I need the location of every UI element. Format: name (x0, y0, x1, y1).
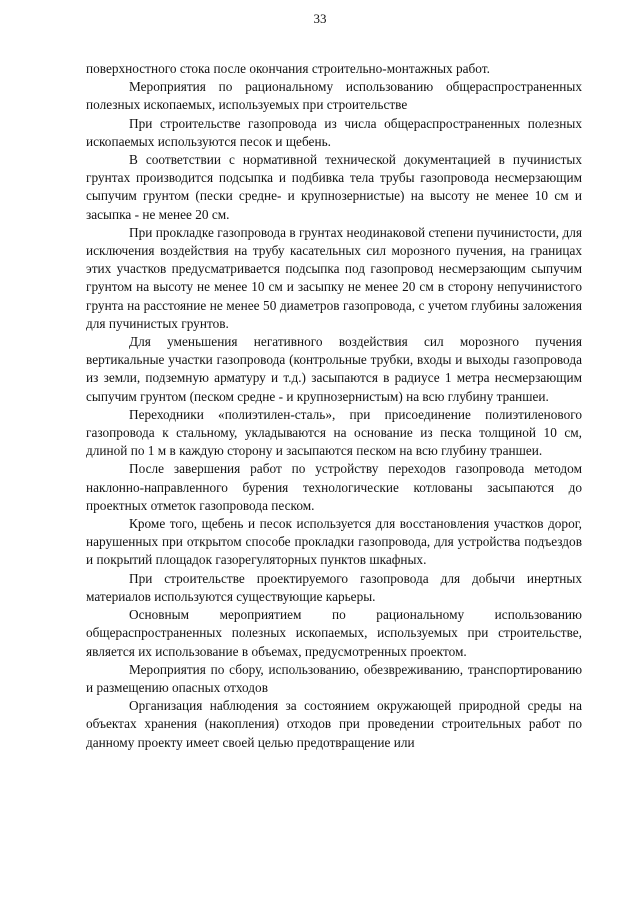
paragraph-10: При строительстве проектируемого газопровода для добычи инертных материалов используются существующие карьеры. (86, 570, 582, 604)
section-heading-waste: Мероприятия по сбору, использованию, обезвреживанию, транспортированию и размещению опасных отходов (86, 661, 582, 695)
section-heading-minerals: Мероприятия по рациональному использованию общераспространенных полезных ископаемых, используемых при строительстве (86, 79, 582, 113)
paragraph-5: При прокладке газопровода в грунтах неодинаковой степени пучинистости, для исключения воздействия на трубу касательных сил морозного пучения, на границах этих участков предусматривается подсыпка под газопровод несмерзающим сыпучим грунтом на высоту не менее 10 см и засыпку не менее 20 см в сторону непучинистого грунта на расстояние не менее 50 диаметров газопровода, с учетом глубины заложения для пучинистых грунтов. (86, 224, 582, 331)
paragraph-8: После завершения работ по устройству переходов газопровода методом наклонно-направленного бурения технологические котлованы засыпаются до проектных отметок газопровода песком. (86, 461, 582, 513)
paragraph-9: Кроме того, щебень и песок используется для восстановления участков дорог, нарушенных при открытом способе прокладки газопровода, для устройства подъездов и покрытий площадок газорегуляторных пунктов шкафных. (86, 516, 582, 568)
paragraph-3: При строительстве газопровода из числа общераспространенных полезных ископаемых используются песок и щебень. (86, 115, 582, 149)
paragraph-4: В соответствии с нормативной технической документацией в пучинистых грунтах производится подсыпка и подбивка тела трубы газопровода несмерзающим сыпучим грунтом (пески средне- и крупнозернистые) на высоту не менее 10 см и засыпка - не менее 20 см. (86, 152, 582, 222)
document-body (86, 60, 582, 752)
paragraph-7: Переходники «полиэтилен-сталь», при присоединение полиэтиленового газопровода к стальному, укладываются на основание из песка толщиной 10 см, длиной по 1 м в каждую сторону и засыпаются песком на всю глубину траншеи. (86, 406, 582, 459)
page-number: 33 (313, 11, 327, 26)
paragraph-6: Для уменьшения негативного воздействия сил морозного пучения вертикальные участки газопровода (контрольные трубки, входы и выходы газопровода из земли, подземную арматуру и т.д.) засыпаются в радиусе 1 метра несмерзающим сыпучим грунтом (песком средне - и крупнозернистым) на всю глубину траншеи. (86, 334, 582, 404)
paragraph-11: Основным мероприятием по рациональному использованию общераспространенных полезных ископаемых, используемых при строительстве, является их использование в объемах, предусмотренных проектом. (86, 607, 582, 659)
paragraph-1: поверхностного стока после окончания строительно-монтажных работ. (86, 61, 490, 76)
paragraph-13: Организация наблюдения за состоянием окружающей природной среды на объектах хранения (накопления) отходов при проведении строительных работ по данному проекту имеет своей целью предотвращение или (86, 698, 582, 750)
